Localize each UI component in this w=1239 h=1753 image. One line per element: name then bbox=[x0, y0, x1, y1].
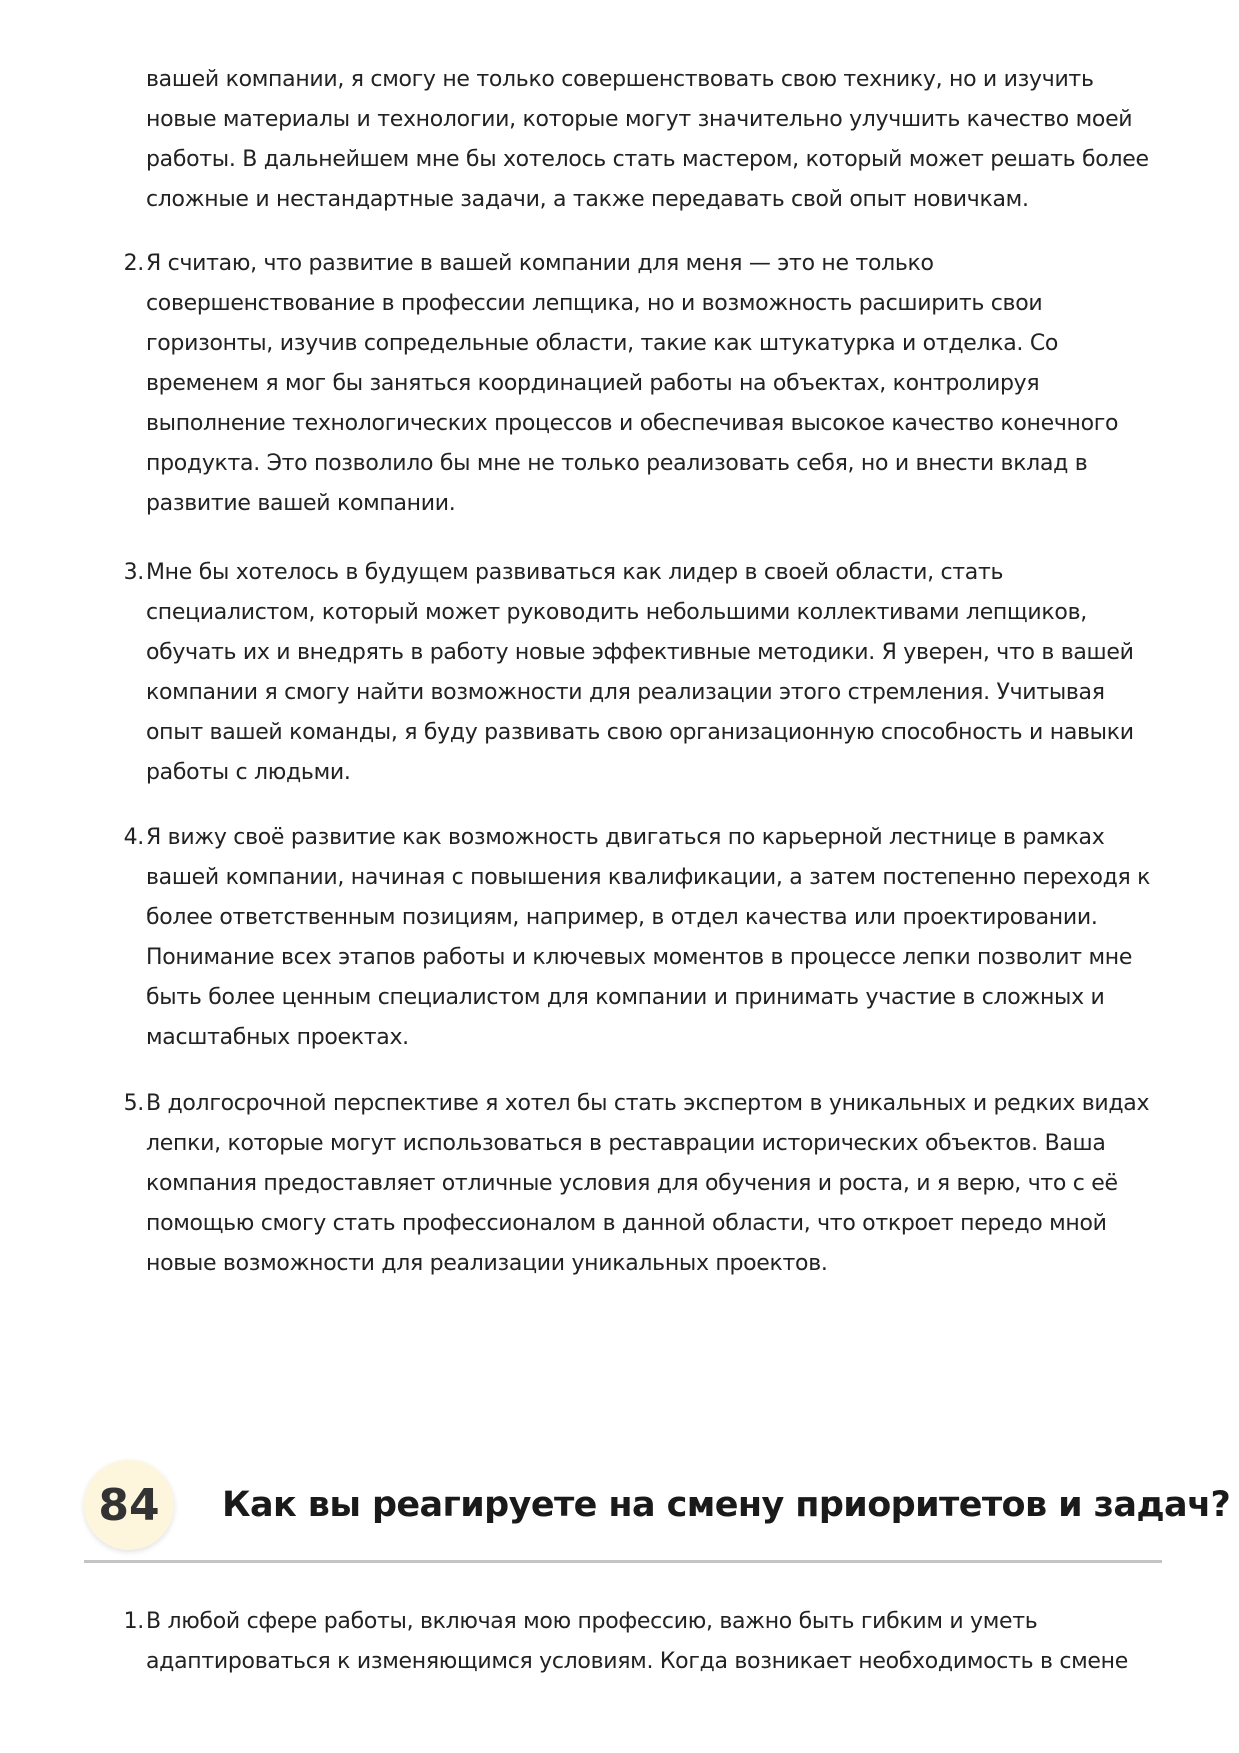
answer-item-3 bbox=[123, 553, 1166, 793]
text-line: вашей компании, начиная с повышения квалификации, а затем постепенно переходя к bbox=[146, 865, 1151, 890]
text-line: опыт вашей команды, я буду развивать свою организационную способность и навыки bbox=[146, 720, 1134, 745]
intro-paragraph bbox=[146, 60, 1166, 220]
text-line: помощью смогу стать профессионалом в данной области, что откроет передо мной bbox=[146, 1211, 1107, 1236]
text-line: работы с людьми. bbox=[146, 760, 351, 785]
text-line: компании я смогу найти возможности для реализации этого стремления. Учитывая bbox=[146, 680, 1105, 705]
text-line: быть более ценным специалистом для компании и принимать участие в сложных и bbox=[146, 985, 1105, 1010]
text-line: новые возможности для реализации уникальных проектов. bbox=[146, 1251, 828, 1276]
text-line: работы. В дальнейшем мне бы хотелось стать мастером, который может решать более bbox=[146, 147, 1149, 172]
text-line: временем я мог бы заняться координацией работы на объектах, контролируя bbox=[146, 371, 1040, 396]
list-number: 1. bbox=[123, 1609, 144, 1634]
answer-item-2 bbox=[123, 244, 1166, 524]
text-line: Я вижу своё развитие как возможность двигаться по карьерной лестнице в рамках bbox=[146, 825, 1105, 850]
text-line: вашей компании, я смогу не только совершенствовать свою технику, но и изучить bbox=[146, 67, 1094, 92]
text-line: специалистом, который может руководить небольшими коллективами лепщиков, bbox=[146, 600, 1087, 625]
question-title: Как вы реагируете на смену приоритетов и задач? bbox=[222, 1485, 1231, 1525]
text-line: сложные и нестандартные задачи, а также передавать свой опыт новичкам. bbox=[146, 187, 1029, 212]
text-line: выполнение технологических процессов и обеспечивая высокое качество конечного bbox=[146, 411, 1119, 436]
text-line: В любой сфере работы, включая мою профессию, важно быть гибким и уметь bbox=[146, 1609, 1038, 1634]
list-number: 4. bbox=[123, 825, 144, 850]
list-number: 3. bbox=[123, 560, 144, 585]
text-line: масштабных проектах. bbox=[146, 1025, 409, 1050]
answer-item-5 bbox=[123, 1084, 1166, 1284]
question-number-badge: 84 bbox=[84, 1460, 174, 1550]
header-divider bbox=[84, 1560, 1162, 1563]
text-line: совершенствование в профессии лепщика, но и возможность расширить свои bbox=[146, 291, 1043, 316]
text-line: В долгосрочной перспективе я хотел бы стать экспертом в уникальных и редких видах bbox=[146, 1091, 1150, 1116]
question-header bbox=[84, 1460, 1231, 1560]
text-line: горизонты, изучив сопредельные области, такие как штукатурка и отделка. Со bbox=[146, 331, 1059, 356]
text-line: Я считаю, что развитие в вашей компании для меня — это не только bbox=[146, 251, 934, 276]
text-line: продукта. Это позволило бы мне не только реализовать себя, но и внести вклад в bbox=[146, 451, 1088, 476]
list-number: 2. bbox=[123, 251, 144, 276]
text-line: развитие вашей компании. bbox=[146, 491, 456, 516]
text-line: новые материалы и технологии, которые могут значительно улучшить качество моей bbox=[146, 107, 1133, 132]
answer-item-4 bbox=[123, 818, 1166, 1058]
answer-item-1 bbox=[123, 1602, 1166, 1682]
text-line: обучать их и внедрять в работу новые эффективные методики. Я уверен, что в вашей bbox=[146, 640, 1134, 665]
text-line: более ответственным позициям, например, в отдел качества или проектировании. bbox=[146, 905, 1098, 930]
text-line: Мне бы хотелось в будущем развиваться как лидер в своей области, стать bbox=[146, 560, 1004, 585]
text-line: адаптироваться к изменяющимся условиям. Когда возникает необходимость в смене bbox=[146, 1649, 1128, 1674]
text-line: компания предоставляет отличные условия для обучения и роста, и я верю, что с её bbox=[146, 1171, 1118, 1196]
text-line: лепки, которые могут использоваться в реставрации исторических объектов. Ваша bbox=[146, 1131, 1106, 1156]
list-number: 5. bbox=[123, 1091, 144, 1116]
text-line: Понимание всех этапов работы и ключевых моментов в процессе лепки позволит мне bbox=[146, 945, 1133, 970]
